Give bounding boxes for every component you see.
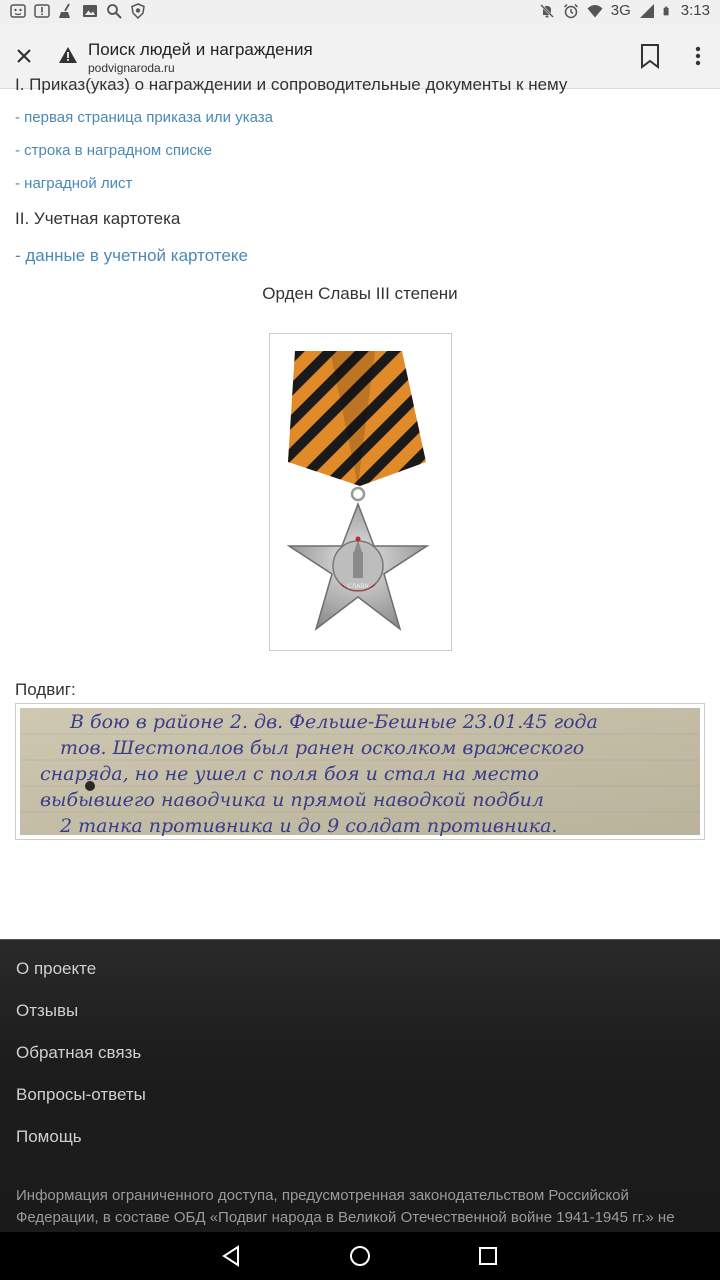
page-title: Поиск людей и награждения bbox=[88, 40, 313, 59]
home-icon[interactable] bbox=[348, 1244, 372, 1268]
alert-icon bbox=[34, 3, 50, 19]
close-icon[interactable] bbox=[10, 42, 38, 70]
medal-image-frame[interactable] bbox=[269, 333, 452, 651]
footer-link-help[interactable]: Помощь bbox=[16, 1127, 82, 1146]
medal-inscription: СЛАВА bbox=[347, 583, 369, 590]
notification-icon bbox=[10, 3, 26, 19]
status-bar bbox=[0, 0, 720, 24]
alarm-icon bbox=[563, 3, 579, 19]
feat-document-image bbox=[20, 708, 700, 835]
back-icon[interactable] bbox=[220, 1244, 244, 1268]
ribbon-stripes bbox=[270, 314, 451, 494]
link-card-index-data[interactable]: - данные в учетной картотеке bbox=[15, 246, 248, 265]
notifications-off-icon bbox=[539, 3, 555, 19]
warning-icon[interactable] bbox=[58, 46, 78, 64]
footer-link-faq[interactable]: Вопросы-ответы bbox=[16, 1085, 146, 1104]
clock: 3:13 bbox=[680, 2, 710, 19]
bookmark-icon[interactable] bbox=[636, 42, 664, 70]
link-award-list-row[interactable]: - строка в наградном списке bbox=[15, 142, 212, 159]
feat-document-frame[interactable] bbox=[15, 703, 705, 840]
footer-link-about[interactable]: О проекте bbox=[16, 959, 97, 978]
order-of-glory-image bbox=[270, 334, 451, 650]
feat-text-line: выбывшего наводчика и прямой наводкой подбил bbox=[40, 789, 544, 811]
feat-text-line: тов. Шестопалов был ранен осколком вражеского bbox=[60, 737, 585, 759]
shield-app-icon bbox=[130, 3, 146, 19]
search-icon bbox=[106, 3, 122, 19]
wifi-icon bbox=[587, 3, 603, 19]
recents-icon[interactable] bbox=[476, 1244, 500, 1268]
more-options-icon[interactable] bbox=[688, 42, 708, 70]
network-type: 3G bbox=[610, 2, 631, 19]
broom-icon bbox=[58, 3, 74, 19]
link-first-page-order[interactable]: - первая страница приказа или указа bbox=[15, 109, 273, 126]
feat-text-line: снаряда, но не ушел с поля боя и стал на место bbox=[40, 763, 539, 785]
award-name: Орден Славы III степени bbox=[262, 284, 458, 303]
page-content bbox=[0, 75, 720, 939]
feat-text-line: В бою в районе 2. дв. Фельше-Бешные 23.01.45 года bbox=[70, 711, 598, 733]
link-award-sheet[interactable]: - наградной лист bbox=[15, 175, 133, 192]
section1-heading: I. Приказ(указ) о награждении и сопроводительные документы к нему bbox=[15, 75, 568, 94]
site-footer bbox=[0, 939, 720, 1233]
image-icon bbox=[82, 3, 98, 19]
footer-link-reviews[interactable]: Отзывы bbox=[16, 1001, 79, 1020]
footer-disclaimer: Информация ограниченного доступа, предусмотренная законодательством Российской Федерации, в составе ОБД «Подвиг народа в Великой Отечественной войне 1941-1945 гг.» не bbox=[16, 1187, 675, 1226]
page-url: podvignaroda.ru bbox=[88, 61, 175, 75]
system-navigation-bar bbox=[0, 1232, 720, 1280]
signal-icon bbox=[639, 3, 655, 19]
footer-link-feedback[interactable]: Обратная связь bbox=[16, 1043, 142, 1062]
feat-text-line: 2 танка противника и до 9 солдат противника. bbox=[60, 815, 558, 837]
battery-icon bbox=[663, 3, 673, 19]
section2-heading: II. Учетная картотека bbox=[15, 209, 181, 228]
feat-label: Подвиг: bbox=[15, 680, 76, 699]
